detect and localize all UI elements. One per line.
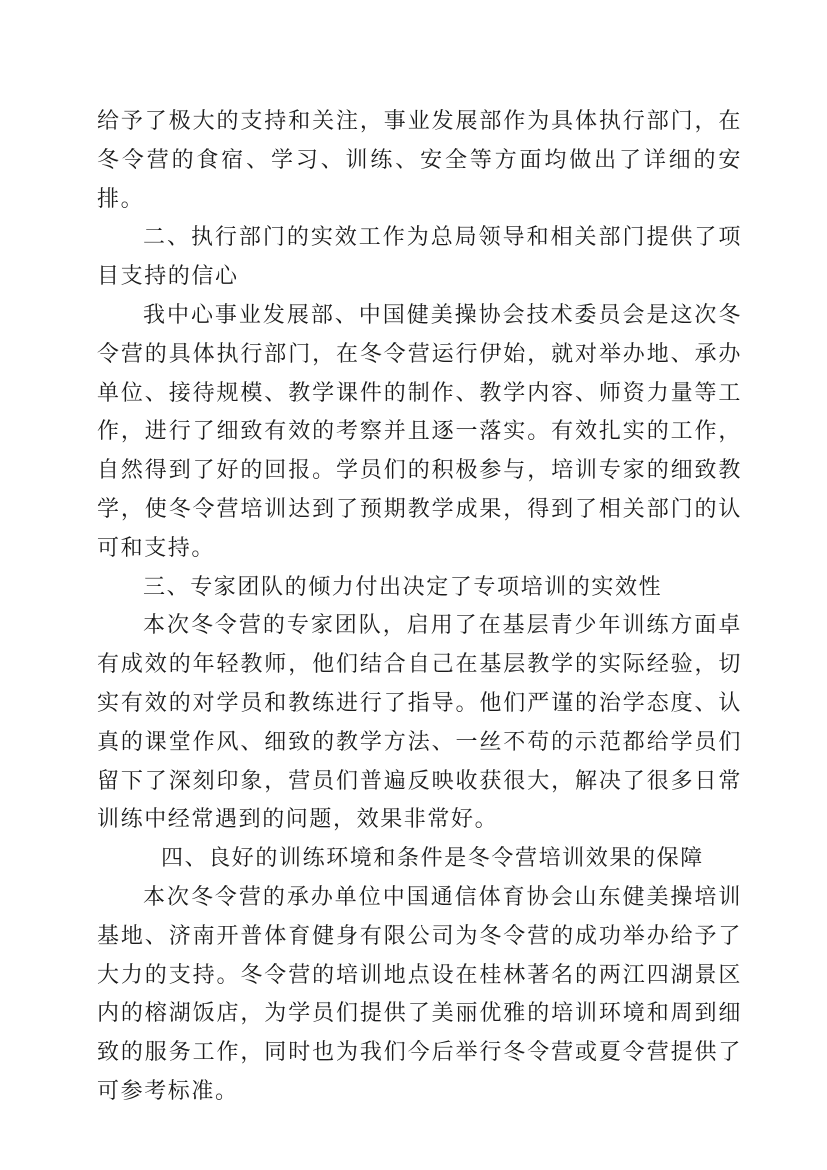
section-heading-4: 四、良好的训练环境和条件是冬令营培训效果的保障 (161, 846, 704, 872)
paragraph-expert-team: 本次冬令营的专家团队，启用了在基层青少年训练方面卓有成效的年轻教师，他们结合自己在基层教学的实际经验，切实有效的对学员和教练进行了指导。他们严谨的治学态度、认真的课堂作风、细致的教学方法、一丝不苟的示范都给学员们留下了深刻印象，营员们普遍反映收获很大，解决了很多日常训练中经常遇到的问题，效果非常好。 (97, 613, 742, 833)
paragraph-continuation: 给予了极大的支持和关注，事业发展部作为具体执行部门，在冬令营的食宿、学习、训练、安全等方面均做出了详细的安排。 (97, 109, 742, 212)
paragraph-training-environment: 本次冬令营的承办单位中国通信体育协会山东健美操培训基地、济南开普体育健身有限公司为冬令营的成功举办给予了大力的支持。冬令营的培训地点设在桂林著名的两江四湖景区内的榕湖饭店，为学员们提供了美丽优雅的培训环境和周到细致的服务工作，同时也为我们今后举行冬令营或夏令营提供了可参考标准。 (97, 884, 742, 1104)
section-heading-3: 三、专家团队的倾力付出决定了专项培训的实效性 (143, 574, 663, 600)
document-body (97, 103, 742, 1112)
paragraph-execution-department: 我中心事业发展部、中国健美操协会技术委员会是这次冬令营的具体执行部门，在冬令营运行伊始，就对举办地、承办单位、接待规模、教学课件的制作、教学内容、师资力量等工作，进行了细致有效的考察并且逐一落实。有效扎实的工作，自然得到了好的回报。学员们的积极参与，培训专家的细致教学，使冬令营培训达到了预期教学成果，得到了相关部门的认可和支持。 (97, 302, 742, 561)
section-heading-2: 二、执行部门的实效工作为总局领导和相关部门提供了项目支持的信心 (97, 225, 742, 290)
